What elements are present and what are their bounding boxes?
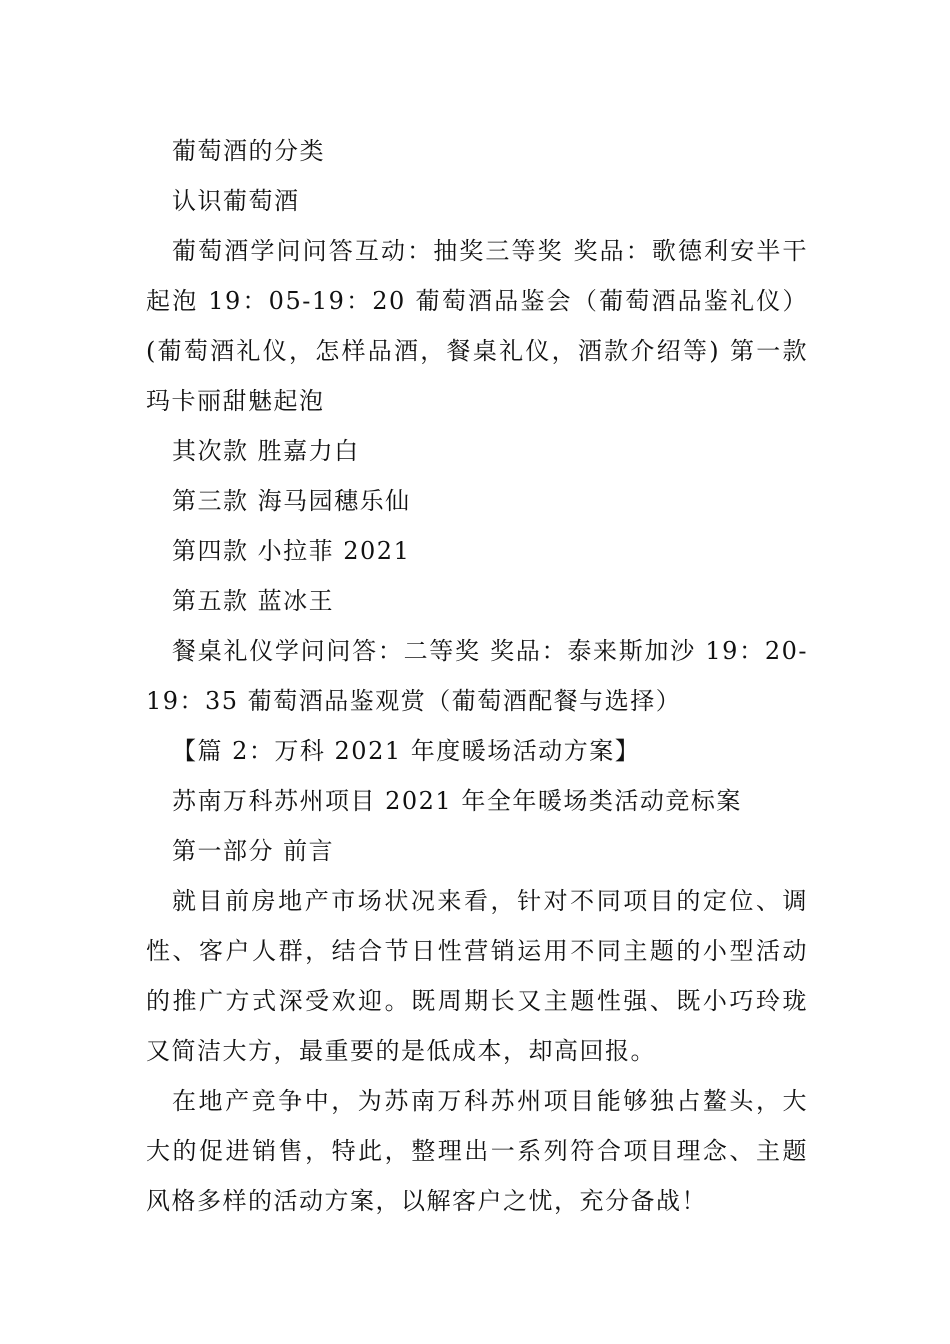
paragraph-wine-categories: 葡萄酒的分类 <box>172 137 325 165</box>
paragraph-fourth-wine: 第四款 小拉菲 2021 <box>172 537 411 565</box>
paragraph-project-title: 苏南万科苏州项目 2021 年全年暖场类活动竞标案 <box>172 787 742 815</box>
paragraph-market-overview: 就目前房地产市场状况来看，针对不同项目的定位、调性、客户人群，结合节日性营销运用不同主题的小型活动的推广方式深受欢迎。既周期长又主题性强、既小巧玲珑又简洁大方，最重要的是低成本，却高回报。 <box>146 887 808 1065</box>
paragraph-competition: 在地产竞争中，为苏南万科苏州项目能够独占鳌头，大大的促进销售，特此，整理出一系列符合项目理念、主题风格多样的活动方案，以解客户之忧，充分备战！ <box>146 1087 808 1215</box>
paragraph-know-wine: 认识葡萄酒 <box>172 187 300 215</box>
section-heading-part-2: 【篇 2：万科 2021 年度暖场活动方案】 <box>172 737 641 765</box>
paragraph-third-wine: 第三款 海马园穗乐仙 <box>172 487 411 515</box>
paragraph-wine-quiz: 葡萄酒学问问答互动：抽奖三等奖 奖品：歌德利安半干起泡 19：05-19：20 葡萄酒品鉴会（葡萄酒品鉴礼仪）(葡萄酒礼仪，怎样品酒，餐桌礼仪，酒款介绍等) 第一款 玛卡丽甜魅起泡 <box>146 237 808 415</box>
paragraph-fifth-wine: 第五款 蓝冰王 <box>172 587 335 615</box>
paragraph-table-etiquette-quiz: 餐桌礼仪学问问答：二等奖 奖品：泰来斯加沙 19：20-19：35 葡萄酒品鉴观赏（葡萄酒配餐与选择） <box>146 637 808 715</box>
section-heading-preface: 第一部分 前言 <box>172 837 335 865</box>
document-body <box>146 126 808 1226</box>
paragraph-second-wine: 其次款 胜嘉力白 <box>172 437 360 465</box>
